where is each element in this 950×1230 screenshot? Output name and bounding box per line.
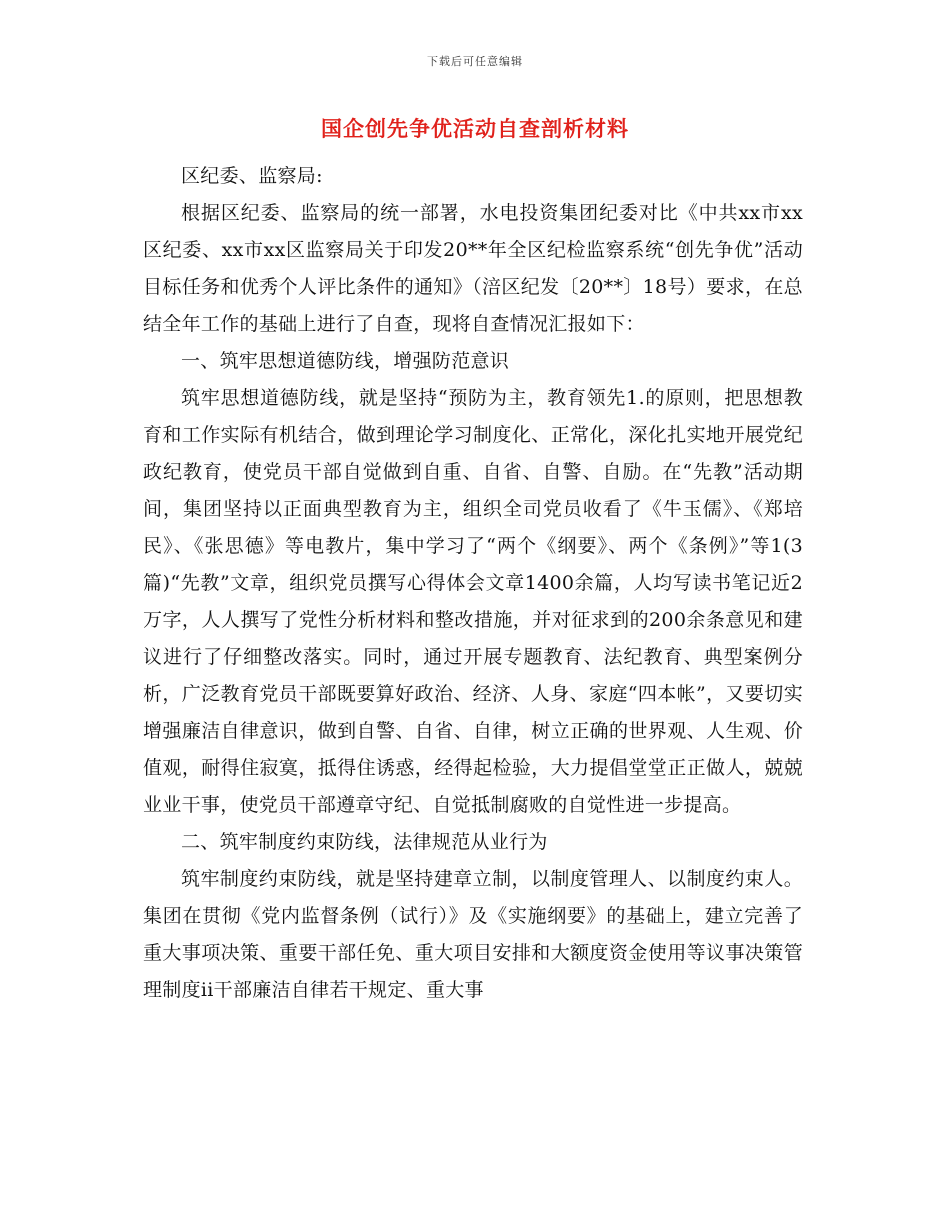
salutation: 区纪委、监察局: (181, 165, 323, 187)
section-heading-2: 二、筑牢制度约束防线，法律规范从业行为 (181, 831, 548, 853)
section-1-paragraph: 筑牢思想道德防线，就是坚持“预防为主，教育领先1.的原则，把思想教育和工作实际有机结合，做到理论学习制度化、正常化，深化扎实地开展党纪政纪教育，使党员干部自觉做到自重、自省、自警、自励。在“先教”活动期间，集团坚持以正面典型教育为主，组织全司党员收看了《牛玉儒》、《郑培民》、《张思德》等电教片，集中学习了“两个《纲要》、两个《条例》”等1(3篇)“先教”文章，组织党员撰写心得体会文章1400余篇，人均写读书笔记近2万字，人人撰写了党性分析材料和整改措施，并对征求到的200余条意见和建议进行了仔细整改落实。同时，通过开展专题教育、法纪教育、典型案例分析，广泛教育党员干部既要算好政治、经济、人身、家庭“四本帐”，又要切实增强廉洁自律意识，做到自警、自省、自律，树立正确的世界观、人生观、价值观，耐得住寂寞，抵得住诱惑，经得起检验，大力提倡堂堂正正做人，兢兢业业干事，使党员干部遵章守纪、自觉抵制腐败的自觉性进一步提高。 (143, 387, 803, 816)
document-title: 国企创先争优活动自查剖析材料 (321, 116, 629, 141)
intro-paragraph: 根据区纪委、监察局的统一部署，水电投资集团纪委对比《中共xx市xx区纪委、xx市xx区监察局关于印发20**年全区纪检监察系统“创先争优”活动目标任务和优秀个人评比条件的通知》（涪区纪发〔20**〕18号）要求，在总结全年工作的基础上进行了自查，现将自查情况汇报如下： (143, 202, 803, 335)
header-note: 下载后可任意编辑 (427, 55, 523, 68)
section-heading-1: 一、筑牢思想道德防线，增强防范意识 (181, 350, 510, 372)
document-body (143, 158, 803, 1009)
section-2-paragraph: 筑牢制度约束防线，就是坚持建章立制，以制度管理人、以制度约束人。集团在贯彻《党内监督条例（试行）》及《实施纲要》的基础上，建立完善了重大事项决策、重要干部任免、重大项目安排和大额度资金使用等议事决策管理制度ii干部廉洁自律若干规定、重大事 (143, 868, 803, 1001)
